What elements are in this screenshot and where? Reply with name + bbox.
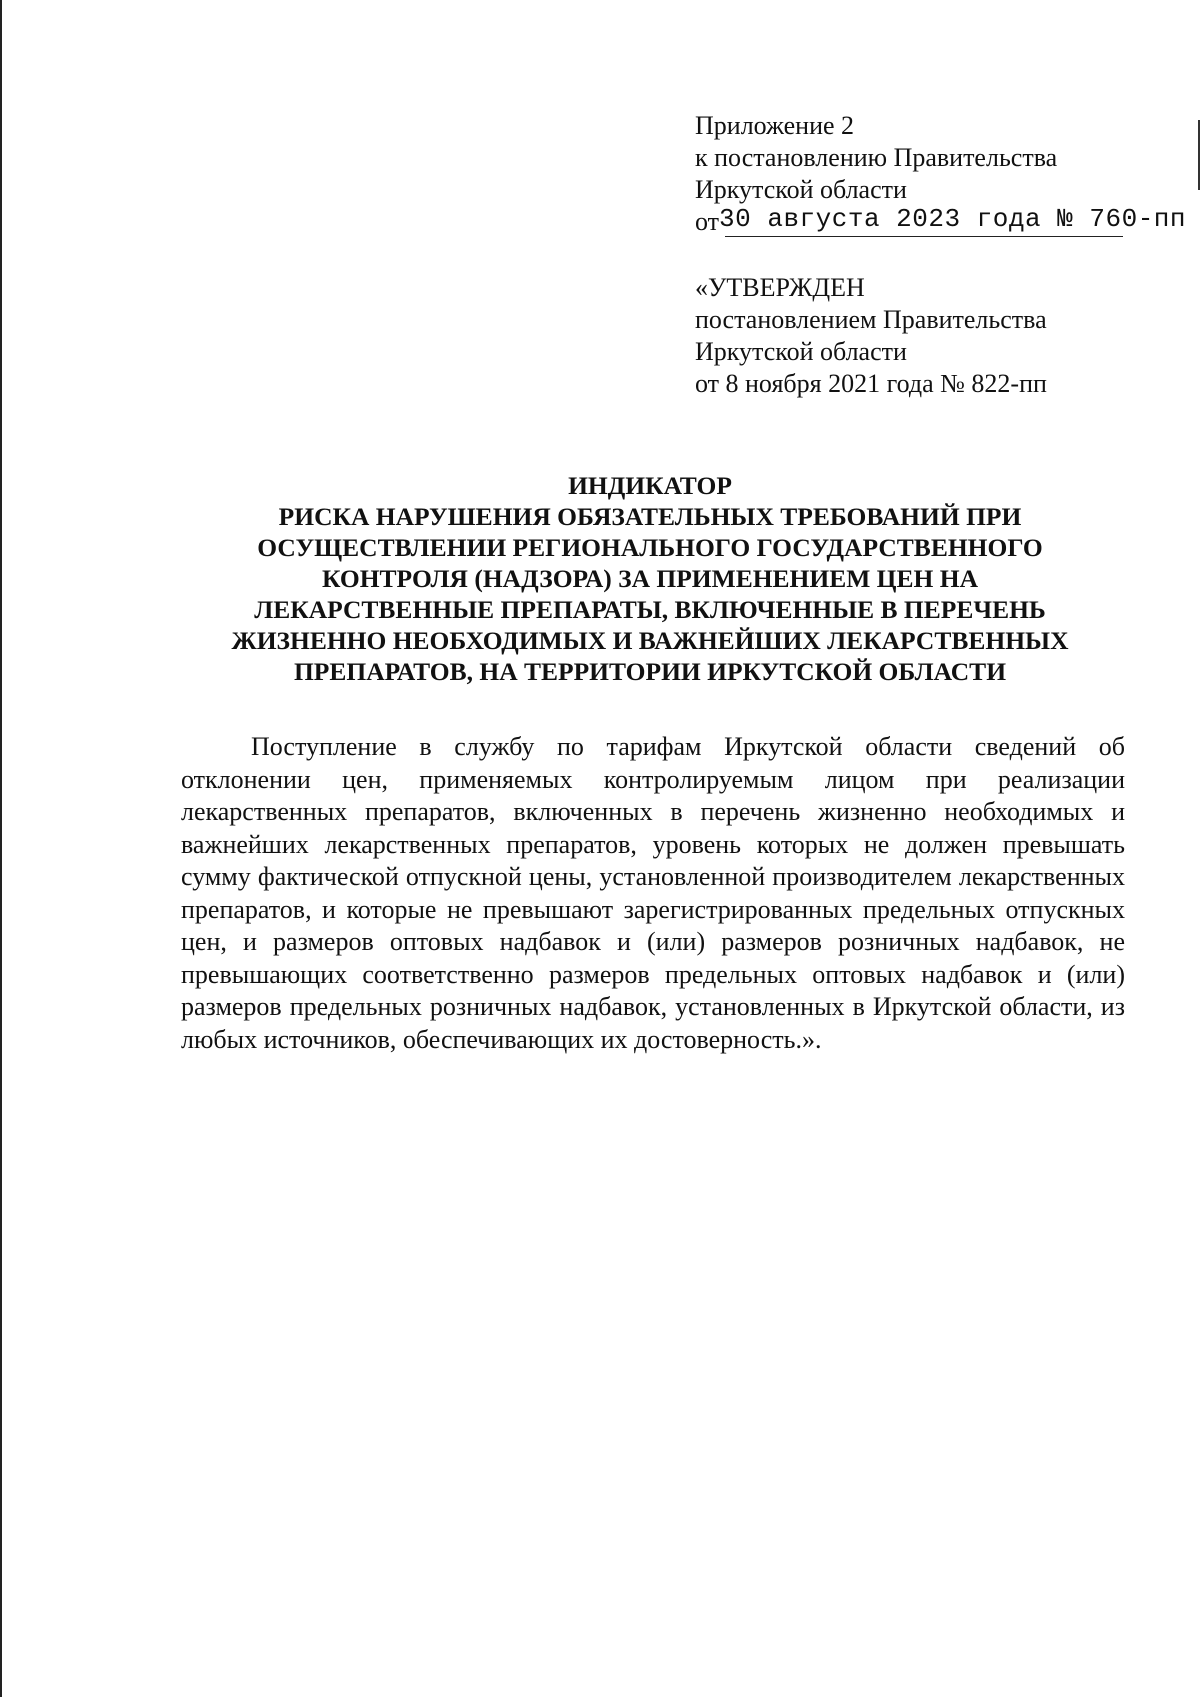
body-paragraph: Поступление в службу по тарифам Иркутской области сведений об отклонении цен, применяемых контролируемым лицом при реализации лекарственных препаратов, включенных в перечень жизненно необходимых и важнейших лекарственных препаратов, уровень которых не должен превышать сумму фактической отпускной цены, установленной производителем лекарственных препаратов, и которые не превышают зарегистрированных предельных отпускных цен, и размеров оптовых надбавок и (или) размеров розничных надбавок, не превышающих соответственно размеров предельных оптовых надбавок и (или) размеров предельных розничных надбавок, установленных в Иркутской области, из любых источников, обеспечивающих их достоверность.». [181,732,1125,1054]
appendix-date-prefix: от [695,207,720,236]
document-title [170,470,1130,687]
appendix-date-value: 30 августа 2023 года № 760-пп [719,204,1187,234]
approval-heading: «УТВЕРЖДЕН [695,273,865,302]
date-underline [725,236,1123,237]
approval-reference: постановлением Правительства [695,305,1047,334]
title-line: ОСУЩЕСТВЛЕНИИ РЕГИОНАЛЬНОГО ГОСУДАРСТВЕННОГО [257,533,1043,562]
title-line: ЖИЗНЕННО НЕОБХОДИМЫХ И ВАЖНЕЙШИХ ЛЕКАРСТВЕННЫХ [231,626,1069,655]
title-line: ИНДИКАТОР [568,471,732,500]
appendix-number: Приложение 2 [695,111,855,140]
appendix-reference: к постановлению Правительства [695,143,1058,172]
title-line: РИСКА НАРУШЕНИЯ ОБЯЗАТЕЛЬНЫХ ТРЕБОВАНИЙ ПРИ [278,502,1022,531]
approval-block [695,272,1165,400]
title-line: КОНТРОЛЯ (НАДЗОРА) ЗА ПРИМЕНЕНИЕМ ЦЕН НА [322,564,978,593]
title-line: ПРЕПАРАТОВ, НА ТЕРРИТОРИИ ИРКУТСКОЙ ОБЛАСТИ [293,657,1007,686]
approval-date: от 8 ноября 2021 года № 822-пп [695,369,1047,398]
approval-region: Иркутской области [695,337,907,366]
title-line: ЛЕКАРСТВЕННЫЕ ПРЕПАРАТЫ, ВКЛЮЧЕННЫЕ В ПЕРЕЧЕНЬ [254,595,1046,624]
appendix-date-line [695,204,1187,239]
appendix-block [695,110,1187,239]
appendix-region: Иркутской области [695,175,907,204]
scan-edge-left [0,0,2,1697]
